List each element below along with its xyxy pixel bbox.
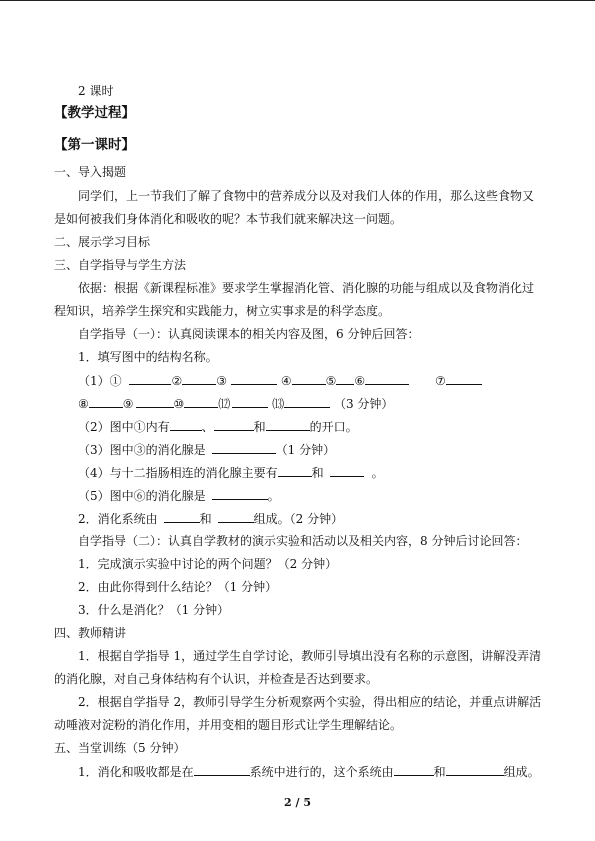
blank-q1-3[interactable] [212, 442, 276, 454]
guide-two-q2: 2．由此你得到什么结论？（1 分钟） [78, 580, 278, 594]
blank-12[interactable] [232, 396, 268, 408]
q2-text-a: 2．消化系统由 [78, 512, 158, 526]
question-2 [78, 511, 343, 526]
q1-3-time: （1 分钟） [275, 443, 336, 457]
s5-q1-text-c: 和 [433, 765, 446, 779]
guide-two-q1: 1．完成演示实验中讨论的两个问题？（2 分钟） [78, 557, 338, 571]
blank-s5-b[interactable] [394, 764, 434, 776]
s5-q1-text-d: 组成。 [503, 765, 540, 779]
blank-1[interactable] [129, 373, 171, 385]
marker-10: ⑩ [173, 397, 185, 411]
blank-6[interactable] [365, 373, 409, 385]
blank-7[interactable] [446, 373, 482, 385]
blank-q1-4-b[interactable] [330, 465, 364, 477]
s4-p1-line-1: 1．根据自学指导 1，通过学生自学讨论，教师引导填出没有名称的示意图，讲解没弄清 [78, 649, 542, 663]
s5-q1-text-a: 1．消化和吸收都是在 [78, 765, 194, 779]
blank-4[interactable] [292, 373, 326, 385]
s1-paragraph-2: 是如何被我们身体消化和吸收的呢？本节我们就来解决这一问题。 [54, 212, 403, 226]
marker-3: ③ [216, 374, 227, 388]
s4-heading: 四、教师精讲 [54, 626, 127, 640]
marker-2: ② [171, 374, 183, 388]
lesson-title: 【第一课时】 [54, 137, 135, 153]
blank-s5-c[interactable] [446, 764, 504, 776]
blank-q1-2-a[interactable] [170, 419, 202, 431]
blank-q1-2-c[interactable] [266, 419, 310, 431]
marker-8: ⑧ [78, 397, 89, 411]
s2-heading: 二、展示学习目标 [54, 235, 151, 249]
fill-line-2 [78, 396, 393, 411]
question-1: 1．填写图中的结构名称。 [78, 350, 218, 364]
blank-10[interactable] [184, 396, 218, 408]
s4-p2-line-1: 2．根据自学指导 2，教师引导学生分析观察两个实验，得出相应的结论，并重点讲解活 [78, 695, 542, 709]
lesson-hours: 2 课时 [78, 84, 114, 98]
s5-question-1 [78, 764, 540, 779]
q1-2-text-b: 、 [201, 420, 214, 434]
blank-s5-a[interactable] [194, 764, 250, 776]
marker-6: ⑥ [354, 374, 366, 388]
blank-2[interactable] [182, 373, 216, 385]
s3-paragraph-2: 程知识，培养学生探究和实践能力，树立实事求是的科学态度。 [54, 304, 391, 318]
question-1-3 [78, 442, 335, 457]
q1-2-text-d: 的开口。 [309, 420, 358, 434]
blank-q2-b[interactable] [218, 511, 254, 523]
top-rule [0, 0, 595, 1]
q1-1-time: （3 分钟） [333, 397, 394, 411]
blank-q1-5[interactable] [212, 488, 268, 500]
q2-text-c: 组成。（2 分钟） [253, 512, 344, 526]
marker-7: ⑦ [434, 374, 446, 388]
q1-3-text-a: （3）图中③的消化腺是 [78, 443, 206, 457]
s3-heading: 三、自学指导与学生方法 [54, 258, 187, 272]
s5-heading: 五、当堂训练（5 分钟） [54, 741, 186, 755]
question-1-2 [78, 419, 358, 434]
blank-5[interactable] [336, 373, 354, 385]
label: （1）① [78, 374, 122, 388]
marker-5: ⑤ [325, 374, 337, 388]
q1-4-text-a: （4）与十二指肠相连的消化腺主要有 [78, 466, 278, 480]
blank-q1-2-b[interactable] [214, 419, 254, 431]
s4-p1-line-2: 的消化腺，对自己身体结构有个认识，并检查是否达到要求。 [54, 672, 379, 686]
blank-13[interactable] [284, 396, 330, 408]
fill-line-1 [78, 373, 482, 388]
marker-4: ④ [280, 374, 292, 388]
q1-4-text-b: 和 [311, 466, 324, 480]
s5-q1-text-b: 系统中进行的，这个系统由 [249, 765, 394, 779]
page-number: 2 / 5 [284, 796, 311, 809]
blank-8[interactable] [89, 396, 123, 408]
q1-4-text-c: 。 [371, 466, 384, 480]
guide-two: 自学指导（二）：认真自学教材的演示实验和活动以及相关内容，8 分钟后讨论回答： [78, 534, 528, 548]
s1-heading: 一、导入揭题 [54, 165, 127, 179]
q1-5-text-a: （5）图中⑥的消化腺是 [78, 489, 206, 503]
q2-text-b: 和 [199, 512, 212, 526]
q1-2-text-c: 和 [253, 420, 266, 434]
q1-5-text-b: 。 [267, 489, 280, 503]
guide-one: 自学指导（一）：认真阅读课本的相关内容及图，6 分钟后回答： [78, 327, 420, 341]
s4-p2-line-2: 动唾液对淀粉的消化作用，并用变相的题目形式让学生理解结论。 [54, 718, 403, 732]
blank-3[interactable] [231, 373, 277, 385]
blank-q1-4-a[interactable] [278, 465, 312, 477]
s3-paragraph-1: 依据：根据《新课程标准》要求学生掌握消化管、消化腺的功能与组成以及食物消化过 [78, 281, 535, 295]
question-1-4 [78, 465, 384, 480]
guide-two-q3: 3．什么是消化？（1 分钟） [78, 603, 230, 617]
s1-paragraph-1: 同学们，上一节我们了解了食物中的营养成分以及对我们人体的作用，那么这些食物又 [78, 189, 535, 203]
marker-13: ⒀ [272, 397, 285, 411]
marker-12: ⑿ [218, 397, 231, 411]
section-title: 【教学过程】 [54, 105, 135, 121]
marker-9: ⑨ [122, 397, 134, 411]
q1-2-text-a: （2）图中①内有 [78, 420, 170, 434]
blank-q2-a[interactable] [164, 511, 200, 523]
blank-9[interactable] [136, 396, 174, 408]
question-1-5 [78, 488, 280, 503]
